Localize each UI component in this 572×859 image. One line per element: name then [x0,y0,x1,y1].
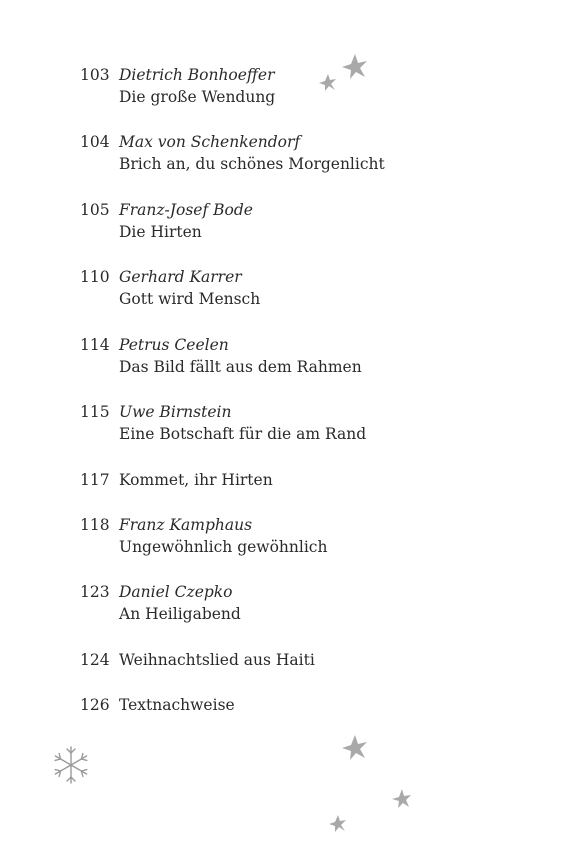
entry-author: Daniel Czepko [119,583,233,601]
entry-author: Petrus Ceelen [119,336,229,354]
page-number: 117 [80,471,110,489]
entry-title: Ungewöhnlich gewöhnlich [119,538,328,556]
star-icon [340,52,370,82]
toc-entry [80,469,273,491]
page-number: 118 [80,516,110,534]
star-icon [328,814,348,834]
page-number: 115 [80,403,110,421]
star-icon [318,73,338,93]
toc-entry [80,581,241,625]
entry-author: Uwe Birnstein [119,403,232,421]
toc-entry [80,64,275,108]
entry-title: Kommet, ihr Hirten [119,471,273,489]
page-number: 123 [80,583,110,601]
entry-author: Max von Schenkendorf [119,133,301,151]
page-number: 103 [80,66,110,84]
entry-title: Gott wird Mensch [119,290,261,308]
entry-author: Dietrich Bonhoeffer [119,66,275,84]
page-number: 105 [80,201,110,219]
toc-entry [80,649,315,671]
page-number: 104 [80,133,110,151]
toc-entry [80,199,253,243]
entry-title: Textnachweise [119,696,235,714]
entry-title: Das Bild fällt aus dem Rahmen [119,358,362,376]
toc-entry [80,694,235,716]
page-number: 114 [80,336,110,354]
snowflake-icon [50,744,92,786]
entry-title: An Heiligabend [119,605,241,623]
toc-entry [80,266,260,310]
star-icon [391,788,413,810]
page-number: 124 [80,651,110,669]
toc-entry [80,514,327,558]
entry-title: Weihnachtslied aus Haiti [119,651,315,669]
page-number: 110 [80,268,110,286]
entry-title: Die Hirten [119,223,202,241]
star-icon [340,733,370,763]
entry-author: Franz Kamphaus [119,516,253,534]
entry-title: Eine Botschaft für die am Rand [119,425,367,443]
entry-title: Die große Wendung [119,88,276,106]
toc-entry [80,401,366,445]
toc-entry [80,131,385,175]
page-number: 126 [80,696,110,714]
entry-author: Gerhard Karrer [119,268,242,286]
entry-author: Franz-Josef Bode [119,201,253,219]
entry-title: Brich an, du schönes Morgenlicht [119,155,385,173]
toc-entry [80,334,362,378]
